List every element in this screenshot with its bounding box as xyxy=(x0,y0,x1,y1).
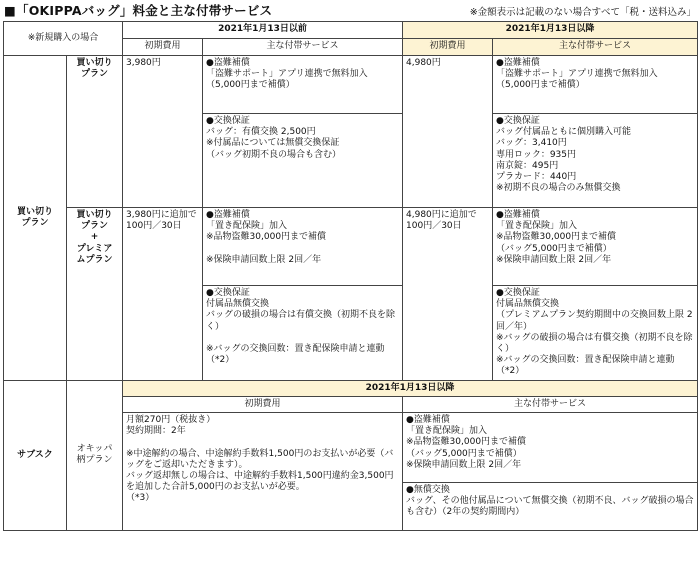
premium-before-fee: 3,980円に追加で 100円／30日 xyxy=(123,208,203,381)
category-subscription: サブスク xyxy=(4,380,67,530)
pricing-table xyxy=(3,21,698,531)
buyout-after-theft: ●盗難補償 「盗難サポート」アプリ連携で無料加入 （5,000円まで補償） xyxy=(493,56,698,114)
plan-buyout: 買い切り プラン xyxy=(67,56,123,208)
subscription-fee: 月額270円（税抜き） 契約期間：2年 ※中途解約の場合、中途解約手数料1,500円のお支払いが必要（バッグをご返却いただきます）。 バッグ返却無しの場合は、中途解約手数料1,500円違約金3,500円を追加した合計5,000円のお支払いが必要。 （*3） xyxy=(123,413,403,531)
subscription-col-initial-fee: 初期費用 xyxy=(123,396,403,412)
buyout-before-exchange: ●交換保証 バッグ：有償交換 2,500円 ※付属品については無償交換保証 （バッグ初期不良の場合も含む） xyxy=(203,114,403,208)
period-after-header: 2021年1月13日以降 xyxy=(403,22,698,39)
subscription-col-services: 主な付帯サービス xyxy=(403,396,698,412)
subscription-exchange: ●無償交換 バッグ、その他付属品について無償交換（初期不良、バッグ破損の場合も含む）（2年の契約期間内） xyxy=(403,483,698,531)
price-note: ※金額表示は記載のない場合すべて「税・送料込み」 xyxy=(469,7,696,18)
buyout-after-fee: 4,980円 xyxy=(403,56,493,208)
period-before-header: 2021年1月13日以前 xyxy=(123,22,403,39)
col-initial-fee-after: 初期費用 xyxy=(403,39,493,56)
buyout-before-fee: 3,980円 xyxy=(123,56,203,208)
premium-after-exchange: ●交換保証 付属品無償交換 （プレミアムプラン契約期間中の交換回数上限 2回／年） ※バッグの破損の場合は有償交換（初期不良を除く） ※バッグの交換回数：置き配保険申請と連動（*2） xyxy=(493,286,698,381)
new-purchase-note: ※新規購入の場合 xyxy=(4,22,123,56)
buyout-after-exchange: ●交換保証 バッグ付属品ともに個別購入可能 バッグ：3,410円 専用ロック：935円 南京錠：495円 プラカード：440円 ※初期不良の場合のみ無償交換 xyxy=(493,114,698,208)
col-initial-fee-before: 初期費用 xyxy=(123,39,203,56)
buyout-before-theft: ●盗難補償 「盗難サポート」アプリ連携で無料加入 （5,000円まで補償） xyxy=(203,56,403,114)
plan-premium: 買い切り プラン + プレミア ムプラン xyxy=(67,208,123,381)
premium-after-theft: ●盗難補償 「置き配保険」加入 ※品物盗難30,000円まで補償 （バッグ5,000円まで補償） ※保険申請回数上限 2回／年 xyxy=(493,208,698,286)
premium-before-theft: ●盗難補償 「置き配保険」加入 ※品物盗難30,000円まで補償 ※保険申請回数上限 2回／年 xyxy=(203,208,403,286)
col-services-before: 主な付帯サービス xyxy=(203,39,403,56)
page-title: ■「OKIPPAバッグ」料金と主な付帯サービス xyxy=(4,3,273,18)
category-buyout: 買い切り プラン xyxy=(4,56,67,381)
col-services-after: 主な付帯サービス xyxy=(493,39,698,56)
header-bar xyxy=(0,0,700,20)
premium-before-exchange: ●交換保証 付属品無償交換 バッグの破損の場合は有償交換（初期不良を除く） ※バッグの交換回数：置き配保険申請と連動 （*2） xyxy=(203,286,403,381)
subscription-period-header: 2021年1月13日以降 xyxy=(123,380,698,396)
premium-after-fee: 4,980円に追加で 100円／30日 xyxy=(403,208,493,381)
plan-subscription: オキッパ 柄プラン xyxy=(67,380,123,530)
subscription-theft: ●盗難補償 「置き配保険」加入 ※品物盗難30,000円まで補償 （バッグ5,000円まで補償） ※保険申請回数上限 2回／年 xyxy=(403,413,698,483)
